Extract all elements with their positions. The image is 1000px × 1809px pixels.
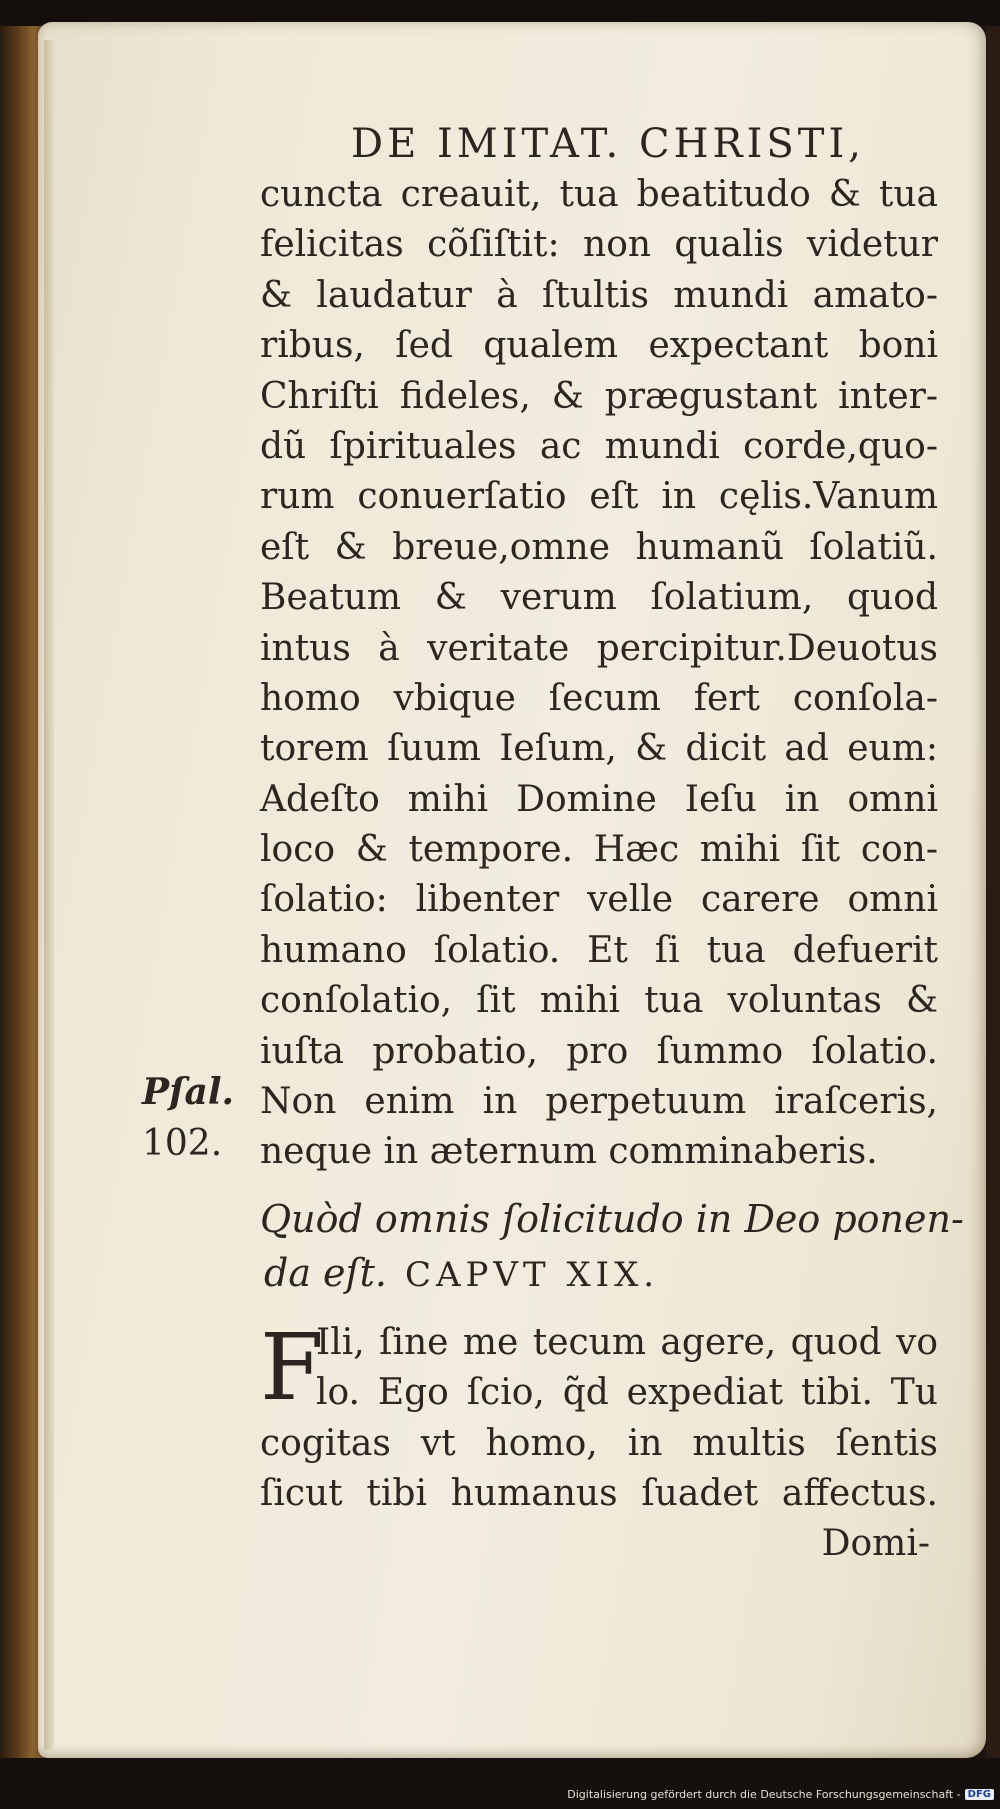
text-line: intus à veritate percipitur.Deuotus (260, 627, 938, 669)
text-line: felicitas cõſiſtit: non qualis videtur (260, 224, 938, 266)
marginal-reference (142, 1066, 234, 1170)
book-fore-edge (986, 26, 1000, 1766)
catchword: Domi- (821, 1523, 930, 1565)
text-line: & laudatur à ſtultis mundi amato- (260, 274, 938, 316)
text-line: humano ſolatio. Et ſi tua defuerit (260, 929, 938, 971)
text-line: iuſta probatio, pro ſummo ſolatio. (260, 1030, 938, 1072)
chapter-title-line-2 (260, 1246, 938, 1302)
running-head: DE IMITAT. CHRISTI, (351, 121, 865, 167)
text-line: Beatum & verum ſolatium, quod (260, 577, 938, 619)
text-line: ribus, ſed qualem expectant boni (260, 325, 938, 367)
text-line: Adeſto mihi Domine Ieſu in omni (260, 778, 938, 820)
text-line: loco & tempore. Hæc mihi ſit con- (260, 829, 938, 871)
margin-note-line: 102. (142, 1123, 223, 1164)
text-line: homo vbique ſecum fert conſola- (260, 677, 938, 719)
page-gutter (44, 40, 54, 1750)
text-line: Non enim in perpetuum iraſceris, (260, 1081, 938, 1123)
text-line: Ili, ſine me tecum agere, quod vo (316, 1321, 938, 1363)
body-text (260, 170, 938, 1178)
chapter-opening (260, 1313, 938, 1520)
text-line: cogitas vt homo, in multis ſentis (260, 1422, 938, 1464)
text-line: eſt & breue,omne humanũ ſolatiũ. (260, 526, 938, 568)
chapter-heading (260, 1192, 964, 1302)
dfg-logo: DFG (965, 1789, 994, 1800)
text-line: dũ ſpirituales ac mundi corde,quo- (260, 425, 938, 467)
chapter-number: CAPVT XIX. (404, 1254, 660, 1295)
text-line: ſolatio: libenter velle carere omni (260, 879, 938, 921)
credit-text: Digitalisierung gefördert durch die Deutsche Forschungsgemeinschaft - (567, 1788, 961, 1801)
digitization-credit (567, 1788, 994, 1801)
text-line: rum conuerſatio eſt in cęlis.Vanum (260, 476, 938, 518)
text-line: torem ſuum Ieſum, & dicit ad eum: (260, 728, 938, 770)
drop-cap: F (260, 1313, 324, 1421)
chapter-title-line: Quòd omnis ſolicitudo in Deo ponen- (260, 1196, 964, 1241)
book-bottom-edge (0, 1758, 1000, 1809)
text-line: cuncta creauit, tua beatitudo & tua (260, 174, 938, 215)
page-text-block (260, 118, 964, 1569)
text-line: conſolatio, ſit mihi tua voluntas & (260, 980, 938, 1022)
text-line: neque in æternum comminaberis. (260, 1131, 878, 1173)
margin-note-line: Pſal. (142, 1071, 235, 1113)
chapter-title-end: da eſt. (264, 1250, 387, 1295)
text-line: ſicut tibi humanus ſuadet affectus. (260, 1472, 938, 1514)
text-line: lo. Ego ſcio, q̃d expediat tibi. Tu (316, 1372, 938, 1414)
text-line: Chriſti fideles, & prægustant inter- (260, 375, 938, 417)
